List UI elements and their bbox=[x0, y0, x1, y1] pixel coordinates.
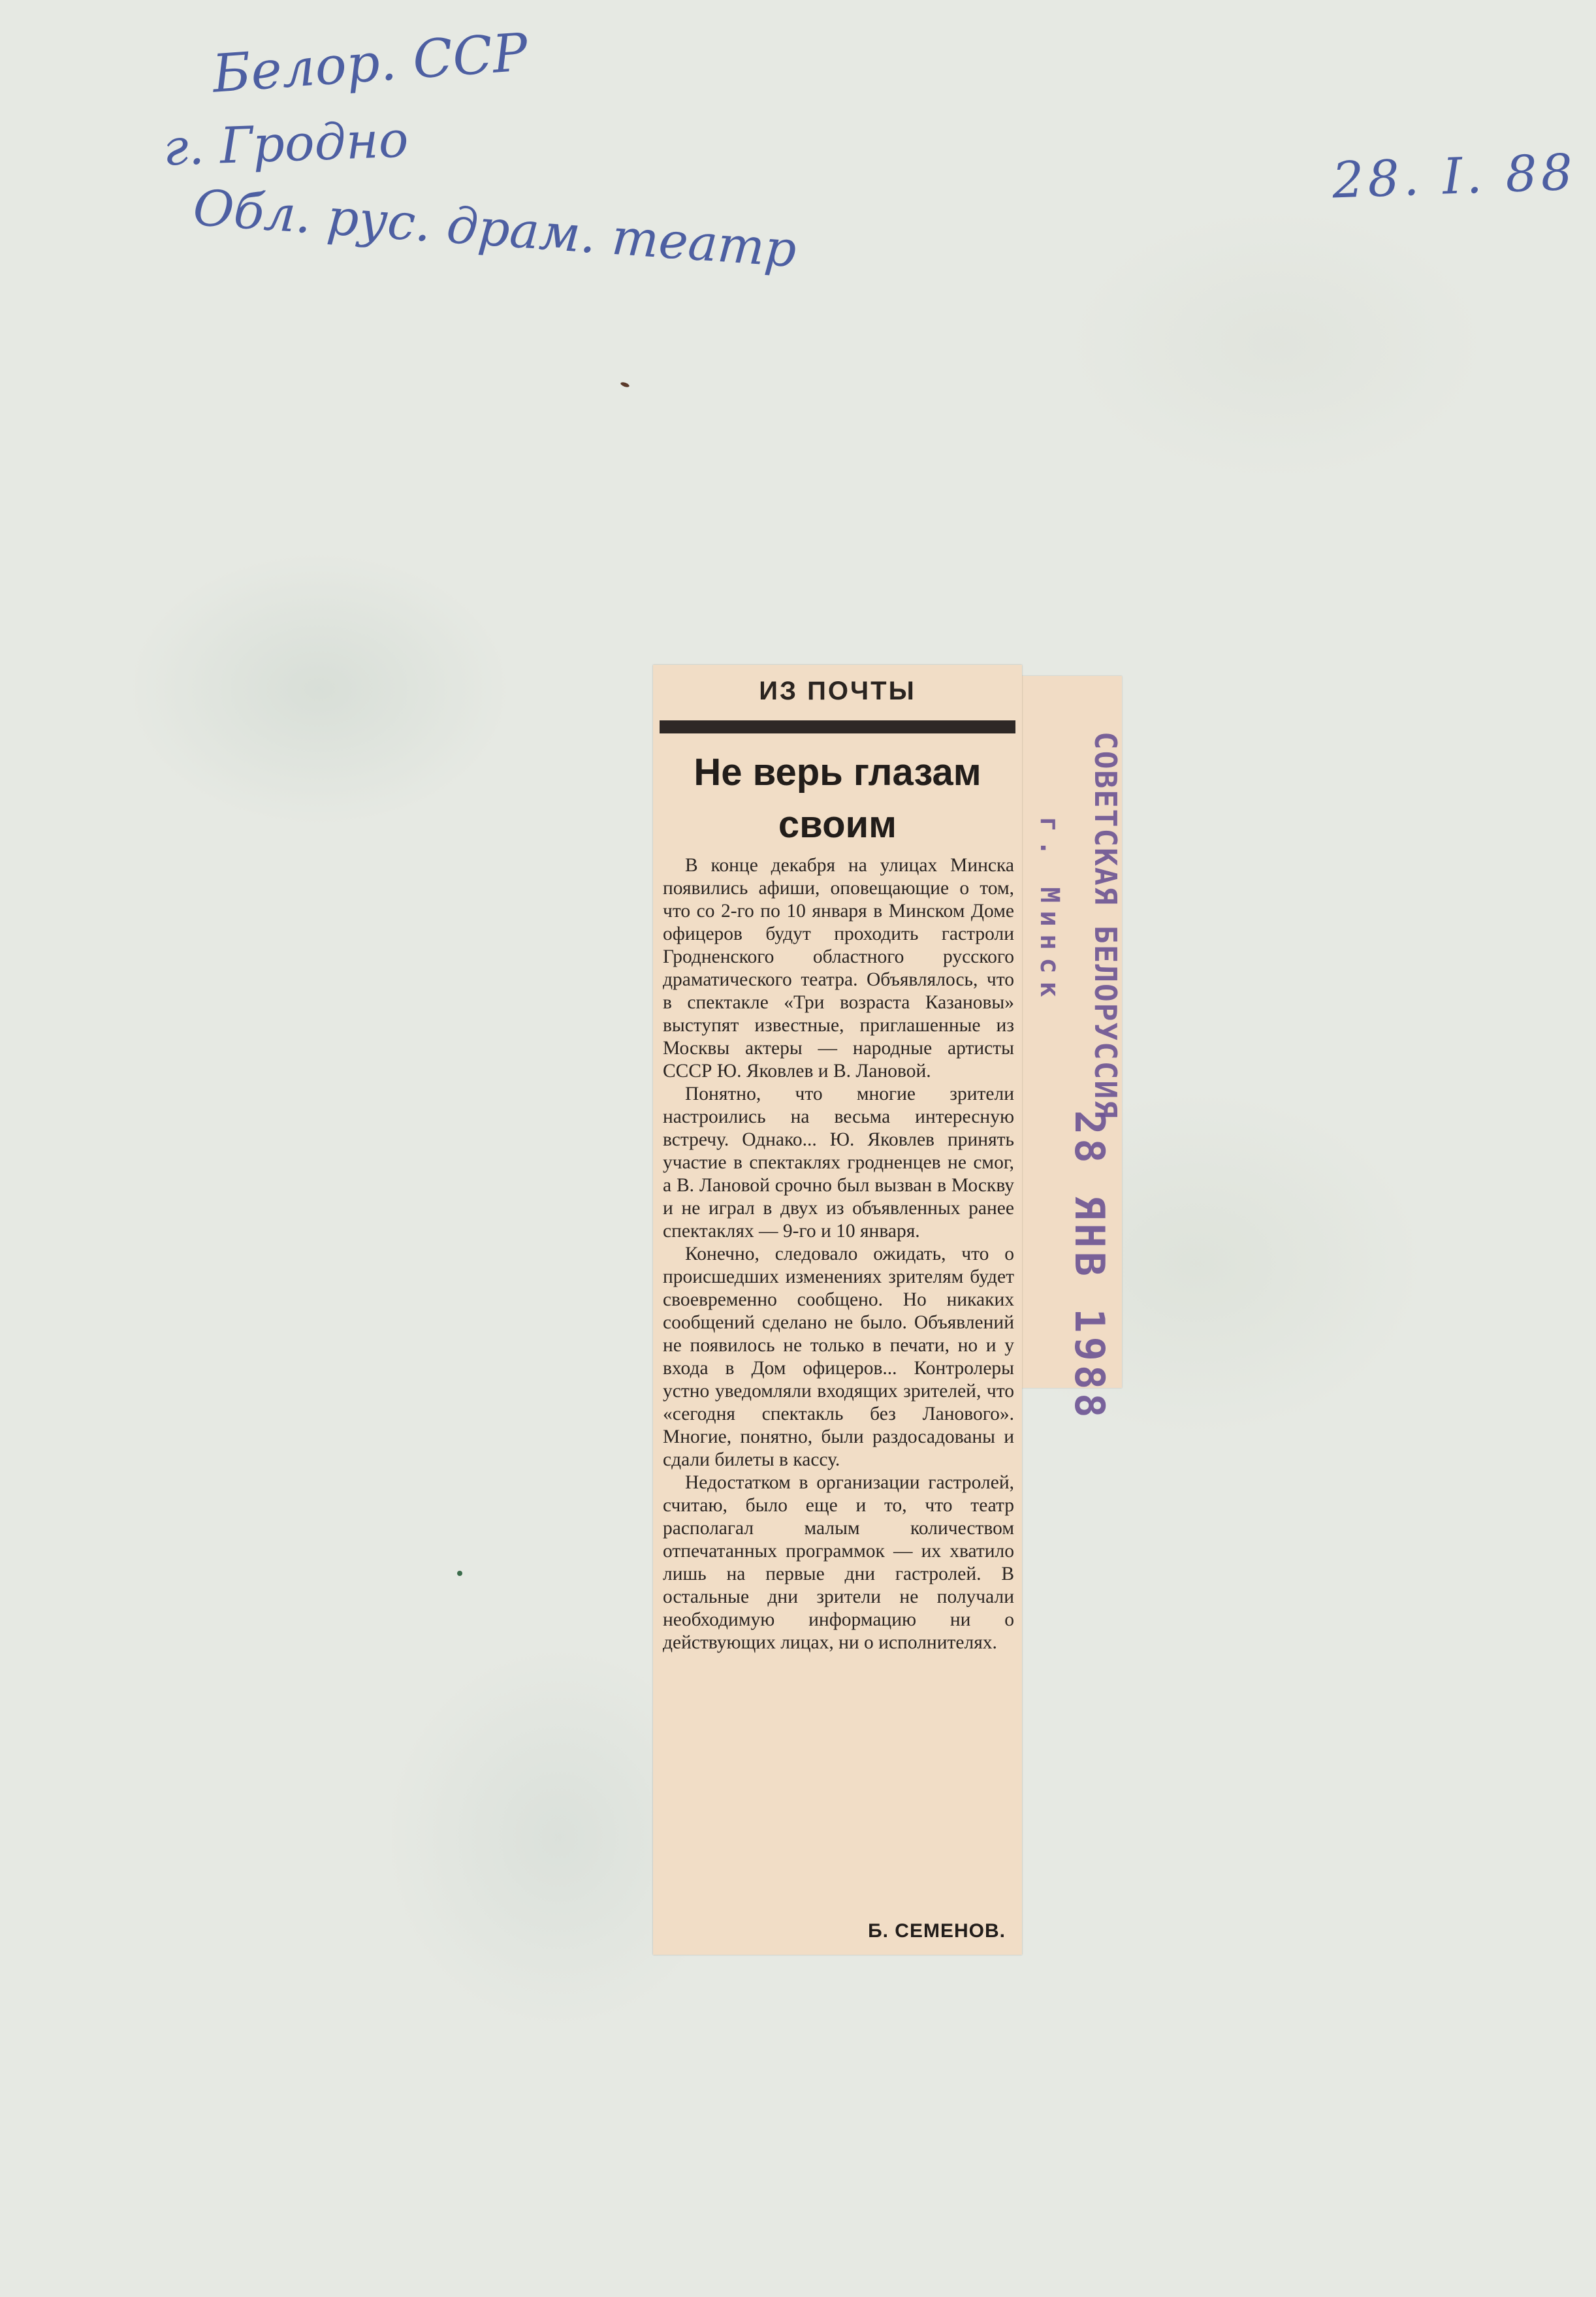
newspaper-stamp: СОВЕТСКАЯ БЕЛОРУССИЯ bbox=[1088, 731, 1123, 1119]
handwritten-theatre: Обл. рус. драм. театр bbox=[191, 178, 799, 279]
handwritten-date: 28. I. 88 bbox=[1331, 142, 1578, 210]
article-paragraph: Конечно, следовало ожидать, что о происшедших изменениях зрителям будет своевременно сообщено. Но никаких сообщений сделано не было. Объявлений не появилось не только в печати, но и у входа в Дом офицеров... Контролеры устно уведомляли входящих зрителей, что «сегодня спектакль без Ланового». Многие, понятно, были раздосадованы и сдали билеты в кассу. bbox=[663, 1244, 1014, 1470]
article-paragraph: В конце декабря на улицах Минска появились афиши, оповещающие о том, что со 2-го по 10 января в Минском Доме офицеров будут проходить гастроли Гродненского областного русского драматического театра. Объявлялось, что в спектакле «Три возраста Казановы» выступят известные, приглашенные из Москвы актеры — народные артисты СССР Ю. Яковлев и В. Лановой. bbox=[663, 855, 1014, 1082]
handwritten-city: г. Гродно bbox=[162, 110, 409, 177]
article-body bbox=[663, 854, 1014, 1654]
rubric-rule bbox=[660, 720, 1015, 733]
article-author: Б. СЕМЕНОВ. bbox=[868, 1920, 1006, 1942]
paper-speck bbox=[457, 1571, 462, 1576]
paper-speck bbox=[620, 381, 630, 388]
article-paragraph: Понятно, что многие зрители настроились на весьма интересную встречу. Однако... Ю. Яковлев принять участие в спектаклях гродненцев не смог, а В. Лановой срочно был вызван в Москву и не играл в двух из объявленных ранее спектаклях — 9-го и 10 января. bbox=[663, 1084, 1014, 1242]
stamp-city: г. Минск bbox=[1034, 816, 1064, 1005]
rubric-heading: ИЗ ПОЧТЫ bbox=[759, 677, 916, 705]
stamp-date: 28 ЯНВ 1988 bbox=[1066, 1110, 1113, 1422]
article-paragraph: Недостатком в организации гастролей, считаю, было еще и то, что театр располагал малым количеством отпечатанных программок — их хватило лишь на первые дни гастролей. В остальные дни зрители не получали необходимую информацию ни о действующих лицах, ни о исполнителях. bbox=[663, 1472, 1014, 1653]
newspaper-clipping bbox=[653, 665, 1022, 1955]
article-headline: Не верь глазам своим bbox=[694, 751, 982, 846]
handwritten-republic: Белор. ССР bbox=[210, 22, 530, 104]
